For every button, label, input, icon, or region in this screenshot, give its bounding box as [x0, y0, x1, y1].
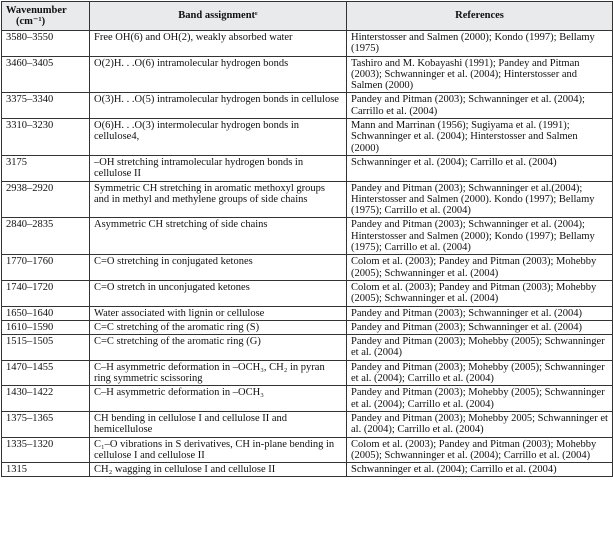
- table-row: [2, 255, 613, 281]
- cell-band: O(6)H. . .O(3) intermolecular hydrogen bonds in cellulose4,: [90, 119, 347, 156]
- table-row: [2, 181, 613, 218]
- table-row: [2, 306, 613, 320]
- table-row: [2, 360, 613, 386]
- cell-wavenumber: 1515–1505: [2, 335, 90, 361]
- cell-references: Pandey and Pitman (2003); Schwanninger et al. (2004); Hinterstosser and Salmen (2000); Kondo (1997); Bellamy (1975); Carrillo et al. (2004): [347, 218, 613, 255]
- cell-references: Schwanninger et al. (2004); Carrillo et al. (2004): [347, 463, 613, 477]
- cell-band: C–H asymmetric deformation in –OCH₃: [90, 386, 347, 412]
- cell-references: Pandey and Pitman (2003); Mohebby 2005; Schwanninger et al. (2004); Carrillo et al. (2004): [347, 411, 613, 437]
- table-row: [2, 411, 613, 437]
- table-row: [2, 463, 613, 477]
- cell-band: C=C stretching of the aromatic ring (S): [90, 320, 347, 334]
- table-row: [2, 437, 613, 463]
- cell-band: O(3)H. . .O(5) intramolecular hydrogen bonds in cellulose: [90, 93, 347, 119]
- table-row: [2, 155, 613, 181]
- cell-band: Asymmetric CH stretching of side chains: [90, 218, 347, 255]
- cell-band: CH bending in cellulose I and cellulose II and hemicellulose: [90, 411, 347, 437]
- cell-wavenumber: 1610–1590: [2, 320, 90, 334]
- cell-references: Hinterstosser and Salmen (2000); Kondo (1997); Bellamy (1975): [347, 31, 613, 57]
- table-row: [2, 386, 613, 412]
- table-row: [2, 93, 613, 119]
- cell-references: Pandey and Pitman (2003); Schwanninger et al. (2004): [347, 306, 613, 320]
- cell-references: Colom et al. (2003); Pandey and Pitman (2003); Mohebby (2005); Schwanninger et al. (2004): [347, 280, 613, 306]
- cell-band: Symmetric CH stretching in aromatic methoxyl groups and in methyl and methylene groups of side chains: [90, 181, 347, 218]
- cell-wavenumber: 3460–3405: [2, 56, 90, 93]
- cell-references: Pandey and Pitman (2003); Schwanninger et al.(2004); Hinterstosser and Salmen (2000). Kondo (1997); Bellamy (1975); Carrillo et al. (2004): [347, 181, 613, 218]
- header-band: Band assignmentᵋ: [90, 2, 347, 31]
- cell-references: Pandey and Pitman (2003); Schwanninger et al. (2004); Carrillo et al. (2004): [347, 93, 613, 119]
- cell-wavenumber: 3375–3340: [2, 93, 90, 119]
- cell-band: O(2)H. . .O(6) intramolecular hydrogen bonds: [90, 56, 347, 93]
- cell-wavenumber: 2938–2920: [2, 181, 90, 218]
- table-row: [2, 218, 613, 255]
- table-row: [2, 119, 613, 156]
- cell-band: Water associated with lignin or cellulose: [90, 306, 347, 320]
- cell-band: Free OH(6) and OH(2), weakly absorbed water: [90, 31, 347, 57]
- table-row: [2, 31, 613, 57]
- cell-references: Pandey and Pitman (2003); Mohebby (2005); Schwanninger et al. (2004): [347, 335, 613, 361]
- cell-wavenumber: 1740–1720: [2, 280, 90, 306]
- table-row: [2, 280, 613, 306]
- header-wavenumber-line2: (cm⁻¹): [16, 16, 46, 27]
- cell-references: Pandey and Pitman (2003); Schwanninger et al. (2004): [347, 320, 613, 334]
- cell-wavenumber: 2840–2835: [2, 218, 90, 255]
- cell-wavenumber: 3310–3230: [2, 119, 90, 156]
- cell-band: C=O stretch in unconjugated ketones: [90, 280, 347, 306]
- cell-wavenumber: 1770–1760: [2, 255, 90, 281]
- cell-references: Pandey and Pitman (2003); Mohebby (2005); Schwanninger et al. (2004); Carrillo et al. (2004): [347, 386, 613, 412]
- table-row: [2, 335, 613, 361]
- cell-band: C–H asymmetric deformation in –OCH₃, CH₂ in pyran ring symmetric scissoring: [90, 360, 347, 386]
- cell-references: Pandey and Pitman (2003); Mohebby (2005); Schwanninger et al. (2004); Carrillo et al. (2004): [347, 360, 613, 386]
- cell-references: Mann and Marrinan (1956); Sugiyama et al. (1991); Schwanninger et al. (2004); Hinterstosser and Salmen (2000): [347, 119, 613, 156]
- band-assignment-table: [1, 1, 613, 477]
- cell-references: Colom et al. (2003); Pandey and Pitman (2003); Mohebby (2005); Schwanninger et al. (2004): [347, 255, 613, 281]
- cell-band: C=C stretching of the aromatic ring (G): [90, 335, 347, 361]
- cell-wavenumber: 1430–1422: [2, 386, 90, 412]
- cell-references: Tashiro and M. Kobayashi (1991); Pandey and Pitman (2003); Schwanninger et al. (2004); Hinterstosser and Salmen (2000): [347, 56, 613, 93]
- table-row: [2, 320, 613, 334]
- cell-wavenumber: 1650–1640: [2, 306, 90, 320]
- header-references: References: [347, 2, 613, 31]
- header-wavenumber-line1: Wavenumber: [6, 5, 67, 16]
- cell-wavenumber: 1470–1455: [2, 360, 90, 386]
- cell-wavenumber: 3175: [2, 155, 90, 181]
- cell-band: –OH stretching intramolecular hydrogen bonds in cellulose II: [90, 155, 347, 181]
- cell-band: CH₂ wagging in cellulose I and cellulose II: [90, 463, 347, 477]
- header-wavenumber: [2, 2, 90, 31]
- cell-band: C₁–O vibrations in S derivatives, CH in-plane bending in cellulose I and cellulose II: [90, 437, 347, 463]
- cell-wavenumber: 3580–3550: [2, 31, 90, 57]
- cell-references: Colom et al. (2003); Pandey and Pitman (2003); Mohebby (2005); Schwanninger et al. (2004); Carrillo et al. (2004): [347, 437, 613, 463]
- cell-wavenumber: 1375–1365: [2, 411, 90, 437]
- cell-wavenumber: 1335–1320: [2, 437, 90, 463]
- cell-references: Schwanninger et al. (2004); Carrillo et al. (2004): [347, 155, 613, 181]
- cell-wavenumber: 1315: [2, 463, 90, 477]
- table-row: [2, 56, 613, 93]
- cell-band: C=O stretching in conjugated ketones: [90, 255, 347, 281]
- header-row: [2, 2, 613, 31]
